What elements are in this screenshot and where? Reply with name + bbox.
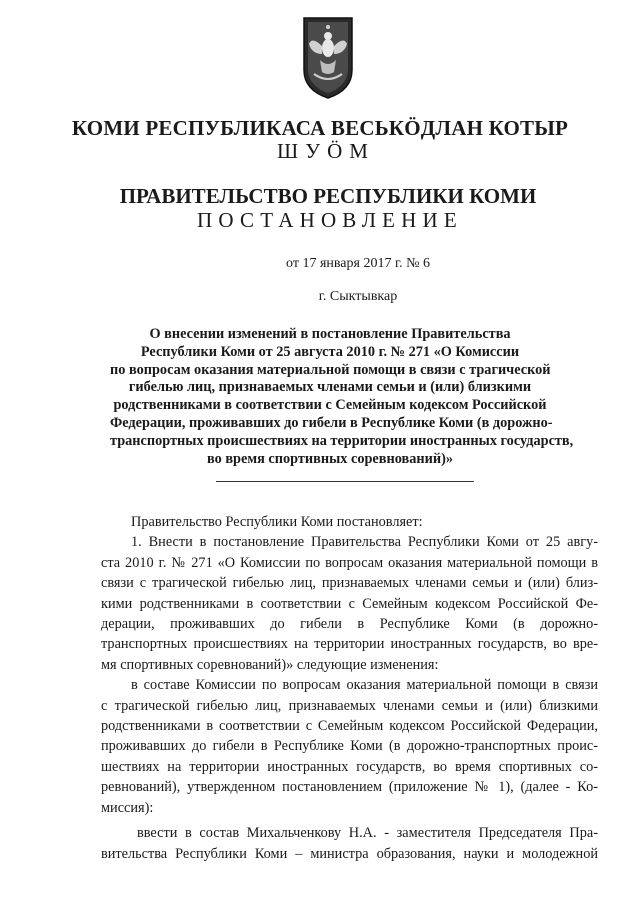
body-line: 1. Внести в постановление Правительства Республики Коми от 25 авгу- xyxy=(131,534,598,551)
body-line: в составе Комиссии по вопросам оказания материальной помощи в связи xyxy=(131,677,598,694)
body-line: родственниками в соответствии с Семейным кодексом Российской Федерации, xyxy=(101,718,598,735)
heading-line: во время спортивных соревнований)» xyxy=(206,450,454,467)
coat-of-arms-emblem xyxy=(300,14,356,100)
heading-line: родственниками в соответствии с Семейным кодексом Российской xyxy=(113,397,547,414)
body-line: Правительство Республики Коми постановляет: xyxy=(131,514,423,530)
document-type: ПОСТАНОВЛЕНИЕ xyxy=(197,208,463,232)
heading-line: Республики Коми от 25 августа 2010 г. № 271 «О Комиссии xyxy=(140,343,520,360)
heading-line: гибелью лиц, признаваемых членами семьи и (или) близкими xyxy=(128,379,532,396)
body-line: дерации, проживавших до гибели в Республике Коми (в дорожно- xyxy=(101,616,598,633)
document-date-number: от 17 января 2017 г. № 6 xyxy=(286,256,430,271)
komi-republic-title: КОМИ РЕСПУБЛИКАСА ВЕСЬКӦДЛАН КОТЫР xyxy=(71,116,569,140)
heading-line: Федерации, проживавших до гибели в Республике Коми (в дорожно- xyxy=(110,414,553,431)
body-line: ста 2010 г. № 271 «О Комиссии по вопросам оказания материальной помощи в xyxy=(101,554,598,571)
heading-line: по вопросам оказания материальной помощи в связи с трагической xyxy=(110,361,551,378)
komi-document-type: ШУӦМ xyxy=(277,139,375,163)
body-line: связи с трагической гибелью лиц, признаваемых членами семьи и (или) близ- xyxy=(101,575,598,592)
body-line: с трагической гибелью лиц, признаваемых членами семьи и (или) близкими xyxy=(101,697,598,714)
document-city: г. Сыктывкар xyxy=(318,289,398,304)
heading-divider xyxy=(216,481,474,482)
body-line: вительства Республики Коми – министра образования, науки и молодежной xyxy=(101,845,598,862)
document-body xyxy=(101,512,598,864)
body-line: мя спортивных соревнований)» следующие изменения: xyxy=(101,656,439,673)
body-line: ревнований), утвержденном постановлением (приложение № 1), (далее - Ко- xyxy=(101,779,598,796)
body-line: проживавших до гибели в Республике Коми (в дорожно-транспортных проис- xyxy=(101,738,598,755)
body-line: транспортных происшествиях на территории иностранных государств, во вре- xyxy=(101,636,598,653)
body-line: кими родственниками в соответствии с Семейным кодексом Российской Фе- xyxy=(101,595,598,612)
document-heading xyxy=(110,326,574,468)
heading-line: О внесении изменений в постановление Правительства xyxy=(149,326,511,342)
heading-line: транспортных происшествиях на территории иностранных государств, xyxy=(110,432,574,449)
body-line: шествиях на территории иностранных государств, во время спортивных со- xyxy=(101,758,598,775)
body-line: ввести в состав Михальченкову Н.А. - заместителя Председателя Пра- xyxy=(137,825,598,842)
government-title: ПРАВИТЕЛЬСТВО РЕСПУБЛИКИ КОМИ xyxy=(119,184,537,208)
body-line: миссия): xyxy=(101,799,154,816)
